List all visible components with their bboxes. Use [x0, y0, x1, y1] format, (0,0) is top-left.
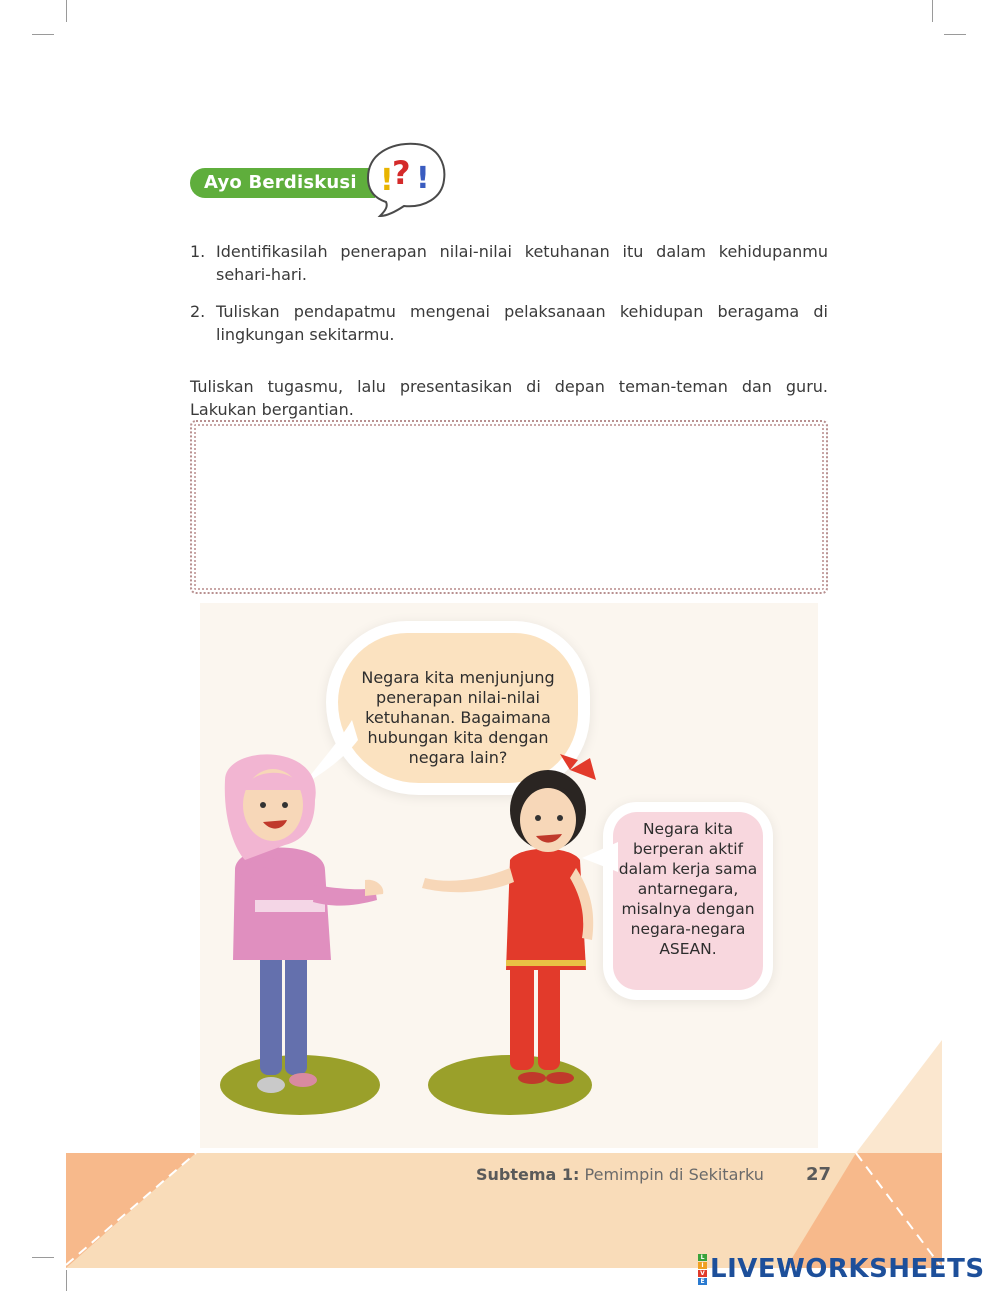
logo-letter: E — [698, 1278, 707, 1285]
crop-mark — [32, 1257, 54, 1258]
question-list — [190, 240, 828, 360]
logo-letter: V — [698, 1270, 707, 1277]
subtema-title: Pemimpin di Sekitarku — [584, 1165, 764, 1184]
list-item — [190, 240, 828, 286]
liveworksheets-logo — [698, 1252, 985, 1286]
crop-mark — [66, 1270, 67, 1291]
crop-mark — [66, 0, 67, 22]
list-item — [190, 300, 828, 346]
crop-mark — [932, 0, 933, 22]
footer-decoration — [66, 1040, 942, 1268]
live-letters-icon — [698, 1254, 707, 1285]
dialogue-text-hijab: Negara kita menjunjung penerapan nilai-nilai ketuhanan. Bagaimana hubungan kita dengan negara lain? — [361, 668, 555, 767]
dialogue-text-red: Negara kita berperan aktif dalam kerja sama antarnegara, misalnya dengan negara-negara ASEAN. — [618, 820, 758, 958]
item-text: Identifikasilah penerapan nilai-nilai ketuhanan itu dalam kehidupanmu sehari-hari. — [216, 242, 828, 284]
svg-text:?: ? — [392, 154, 411, 192]
page-number: 27 — [806, 1164, 832, 1185]
logo-letter: I — [698, 1262, 707, 1269]
answer-box[interactable] — [190, 420, 828, 594]
section-heading: Ayo Berdiskusi — [190, 168, 375, 198]
item-number: 1. — [190, 242, 206, 261]
footer-subtema — [476, 1165, 764, 1184]
item-text: Tuliskan pendapatmu mengenai pelaksanaan kehidupan beragama di lingkungan sekitarmu. — [216, 302, 828, 344]
svg-text:!: ! — [380, 163, 394, 198]
logo-text: LIVEWORKSHEETS — [710, 1254, 985, 1284]
instruction-text: Tuliskan tugasmu, lalu presentasikan di depan teman-teman dan guru. Lakukan bergantian. — [190, 377, 828, 419]
crop-mark — [944, 34, 966, 35]
item-number: 2. — [190, 302, 206, 321]
logo-letter: L — [698, 1254, 707, 1261]
svg-text:!: ! — [416, 161, 430, 196]
subtema-label: Subtema 1: — [476, 1165, 580, 1184]
discussion-bubble-icon — [358, 138, 448, 218]
crop-mark — [32, 34, 54, 35]
